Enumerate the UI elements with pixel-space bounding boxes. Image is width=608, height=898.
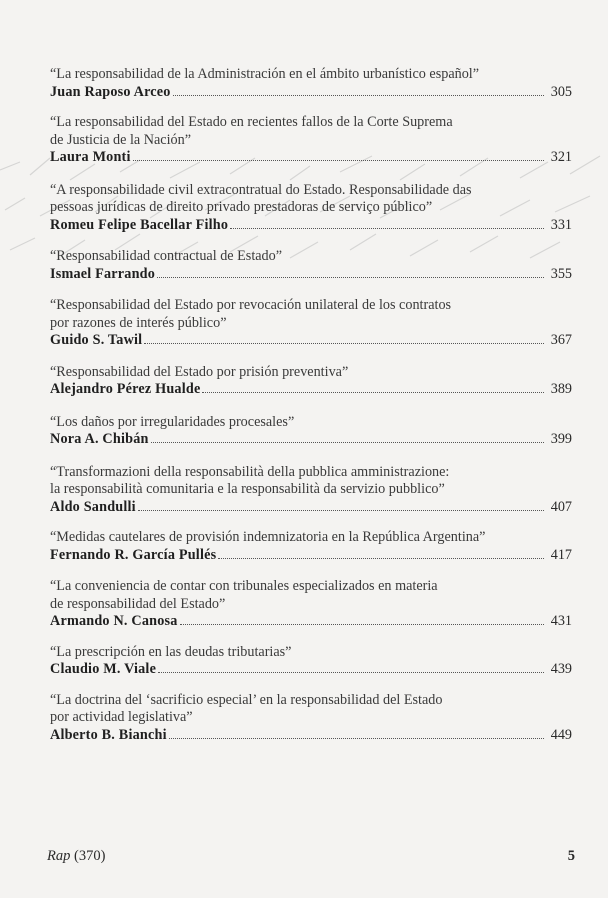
toc-entry-author-row [50, 266, 572, 284]
toc-entry [50, 578, 572, 631]
dot-leader [144, 343, 544, 344]
toc-entry-title: de Justicia de la Nación” [50, 131, 192, 148]
toc-entry-title: “A responsabilidade civil extracontratual do Estado. Responsabilidade das [50, 181, 472, 198]
journal-issue: (370) [70, 848, 106, 864]
toc-entry-page: 439 [550, 661, 572, 677]
toc-entry-title: “Responsabilidad del Estado por revocación unilateral de los contratos [50, 297, 452, 313]
toc-entry [50, 364, 572, 399]
toc-entry-author: Alberto B. Bianchi [50, 726, 167, 743]
toc-entry-author: Claudio M. Viale [50, 661, 157, 677]
dot-leader [230, 228, 544, 229]
toc-entry [50, 248, 572, 283]
page-number: 5 [567, 848, 575, 864]
toc-entry-author: Nora A. Chibán [50, 431, 149, 447]
toc-entry-page: 449 [550, 726, 572, 743]
toc-entry-author-row [50, 431, 572, 449]
dot-leader [133, 160, 544, 161]
toc-entry-author: Alejandro Pérez Hualde [50, 381, 201, 397]
toc-entry-page: 389 [550, 381, 572, 397]
dot-leader [173, 95, 544, 96]
toc-entry-title: “La conveniencia de contar con tribunales especializados en materia [50, 578, 438, 594]
toc-entry-title: “La prescripción en las deudas tributarias” [50, 643, 292, 660]
toc-entry-author: Laura Monti [50, 149, 131, 165]
journal-name: Rap [47, 848, 71, 864]
toc-entry-page: 355 [550, 265, 572, 282]
toc-entry-page: 305 [550, 83, 572, 100]
toc-entry-author-row [50, 499, 572, 517]
toc-entry [50, 414, 572, 449]
toc-entry-page: 431 [550, 613, 572, 629]
toc-entry-title: de responsabilidad del Estado” [50, 595, 226, 612]
toc-entry-title: “Medidas cautelares de provisión indemnizatoria en la República Argentina” [50, 529, 486, 545]
toc-entry-author: Fernando R. García Pullés [50, 546, 217, 563]
toc-entry-title: “Responsabilidad contractual de Estado” [50, 248, 283, 264]
toc-entry-title: “Transformazioni della responsabilità della pubblica amministrazione: [50, 463, 450, 480]
toc-entry [50, 692, 572, 745]
toc-entry-author: Aldo Sandulli [50, 498, 136, 515]
toc-entry [50, 182, 572, 235]
toc-entry-author-row [50, 217, 572, 235]
toc-entry-author: Juan Raposo Arceo [50, 83, 171, 100]
toc-entry-title: por actividad legislativa” [50, 709, 193, 725]
toc-entry-author-row [50, 547, 572, 565]
toc-entry-page: 399 [550, 431, 572, 447]
toc-entry-author-row [50, 727, 572, 745]
dot-leader [169, 738, 544, 739]
toc-entry-title: “La responsabilidad del Estado en recientes fallos de la Corte Suprema [50, 114, 453, 130]
toc-entry-author: Armando N. Canosa [50, 613, 178, 629]
toc-entry-author-row [50, 381, 572, 399]
toc-entry-author: Guido S. Tawil [50, 332, 143, 348]
toc-entry-title: “Responsabilidad del Estado por prisión preventiva” [50, 363, 349, 380]
toc-entry-page: 367 [550, 332, 572, 348]
toc-entry [50, 464, 572, 517]
toc-entry-title: “La doctrina del ‘sacrificio especial’ en la responsabilidad del Estado [50, 691, 443, 708]
toc-entry-author-row [50, 332, 572, 350]
toc-entry-title: “La responsabilidad de la Administración en el ámbito urbanístico español” [50, 66, 480, 82]
toc-entry-author-row [50, 149, 572, 167]
toc-entry-title: por razones de interés público” [50, 314, 227, 331]
toc-entry [50, 644, 572, 679]
dot-leader [151, 442, 544, 443]
toc-entry [50, 297, 572, 350]
page-footer [47, 848, 575, 865]
journal-reference [47, 848, 105, 865]
toc-entry-page: 331 [550, 216, 572, 233]
toc-entry-author: Ismael Farrando [50, 265, 156, 282]
table-of-contents [50, 52, 572, 744]
toc-entry [50, 66, 572, 101]
toc-entry-title: pessoas jurídicas de direito privado prestadoras de serviço público” [50, 199, 433, 215]
dot-leader [202, 392, 544, 393]
toc-entry-author: Romeu Felipe Bacellar Filho [50, 216, 229, 233]
toc-entry-author-row [50, 661, 572, 679]
toc-entry-page: 407 [550, 498, 572, 515]
toc-entry [50, 114, 572, 167]
dot-leader [157, 277, 544, 278]
dot-leader [138, 510, 544, 511]
toc-entry-page: 321 [550, 149, 572, 165]
dot-leader [180, 624, 544, 625]
toc-entry [50, 529, 572, 564]
toc-entry-page: 417 [550, 546, 572, 563]
toc-entry-author-row [50, 84, 572, 102]
toc-entry-title: la responsabilità comunitaria e la responsabilità da servizio pubblico” [50, 481, 445, 497]
toc-entry-title: “Los daños por irregularidades procesales” [50, 413, 295, 430]
dot-leader [158, 672, 544, 673]
toc-entry-author-row [50, 613, 572, 631]
dot-leader [218, 558, 544, 559]
